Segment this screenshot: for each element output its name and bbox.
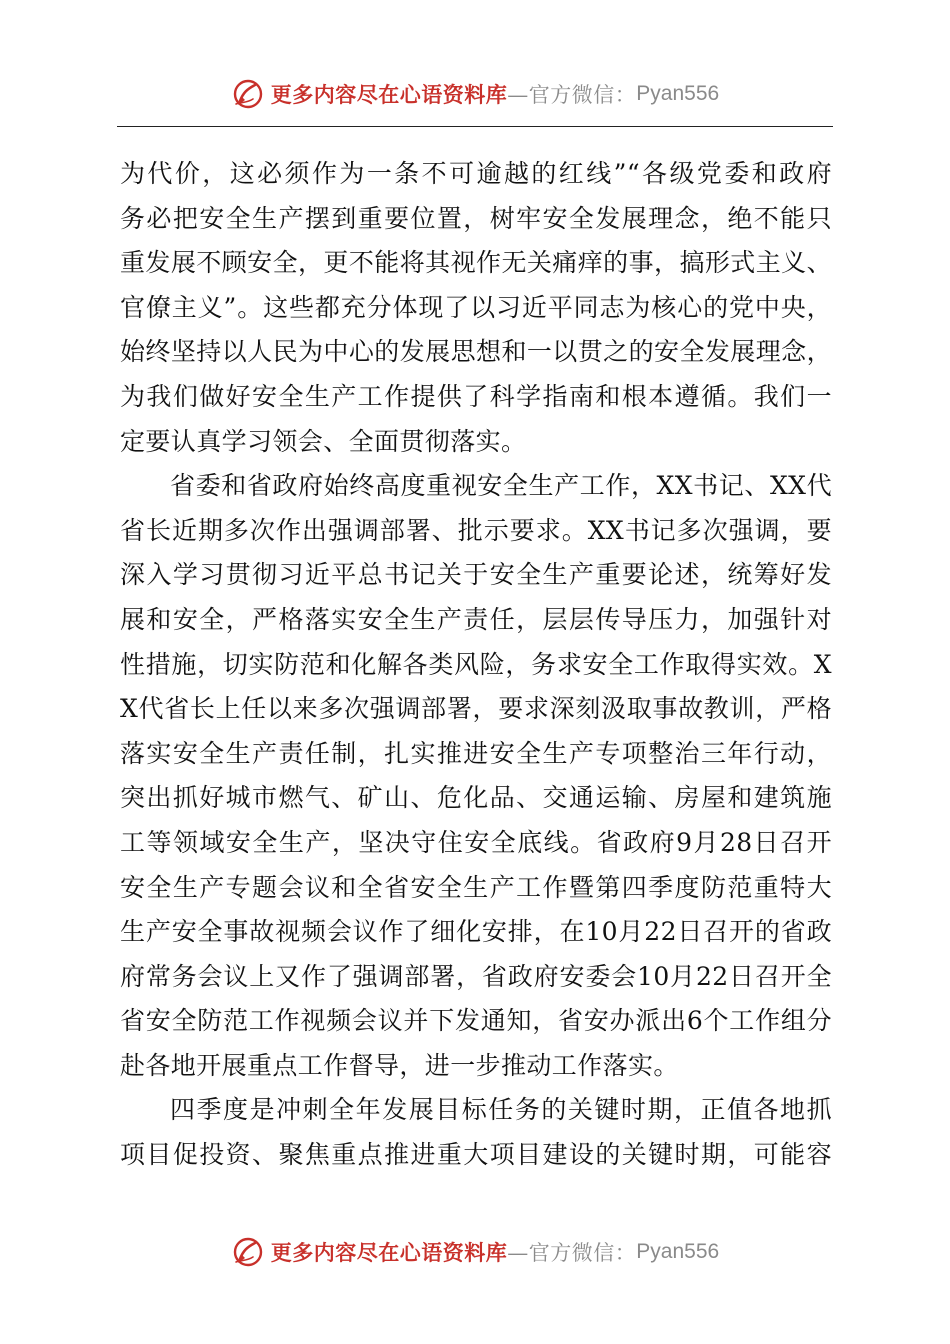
text-line: 始终坚持以人民为中心的发展思想和一以贯之的安全发展理念，	[120, 337, 832, 367]
text-line: 为我们做好安全生产工作提供了科学指南和根本遵循。我们一	[120, 381, 832, 411]
text-line: 定要认真学习领会、全面贯彻落实。	[120, 426, 527, 456]
pen-signature-logo-icon	[231, 77, 265, 111]
text-line: 重发展不顾安全，更不能将其视作无关痛痒的事，搞形式主义、	[120, 248, 832, 278]
text-line: 生产安全事故视频会议作了细化安排，在10月22日召开的省政	[120, 917, 832, 947]
text-line: 赴各地开展重点工作督导，进一步推动工作落实。	[120, 1050, 679, 1080]
text-line: X代省长上任以来多次强调部署，要求深刻汲取事故教训，严格	[120, 694, 832, 724]
header-divider	[117, 126, 833, 127]
text-line: 官僚主义”。这些都充分体现了以习近平同志为核心的党中央，	[120, 292, 832, 322]
page-header-banner	[0, 74, 950, 114]
banner-title: 更多内容尽在心语资料库	[270, 1240, 508, 1265]
text-line: 项目促投资、聚焦重点推进重大项目建设的关键时期，可能容	[120, 1140, 832, 1170]
pen-signature-logo-icon	[231, 1235, 265, 1269]
banner-wechat-id: Pyan556	[636, 82, 720, 105]
text-line: 性措施，切实防范和化解各类风险，务求安全工作取得实效。X	[120, 649, 832, 679]
page-footer-banner	[0, 1232, 950, 1272]
banner-title: 更多内容尽在心语资料库	[270, 82, 508, 107]
text-line: 为代价，这必须作为一条不可逾越的红线”“各级党委和政府	[120, 159, 832, 188]
text-line: 安全生产专题会议和全省安全生产工作暨第四季度防范重特大	[120, 872, 832, 902]
text-line: 府常务会议上又作了强调部署，省政府安委会10月22日召开全	[120, 961, 832, 991]
text-line: 务必把安全生产摆到重要位置，树牢安全发展理念，绝不能只	[120, 203, 832, 233]
text-line: 省安全防范工作视频会议并下发通知，省安办派出6个工作组分	[120, 1006, 832, 1036]
banner-wechat-label: —官方微信：	[507, 83, 637, 107]
text-line: 展和安全，严格落实安全生产责任，层层传导压力，加强针对	[120, 604, 832, 634]
document-body	[120, 152, 832, 1178]
paragraph-start-line: 省委和省政府始终高度重视安全生产工作，XX书记、XX代	[170, 471, 832, 501]
text-line: 突出抓好城市燃气、矿山、危化品、交通运输、房屋和建筑施	[120, 783, 832, 813]
banner-wechat-label: —官方微信：	[507, 1241, 637, 1265]
paragraph-start-line: 四季度是冲刺全年发展目标任务的关键时期，正值各地抓	[170, 1095, 832, 1125]
text-line: 省长近期多次作出强调部署、批示要求。XX书记多次强调，要	[120, 515, 832, 545]
text-line: 落实安全生产责任制，扎实推进安全生产专项整治三年行动，	[120, 738, 832, 768]
text-line: 工等领域安全生产，坚决守住安全底线。省政府9月28日召开	[120, 827, 832, 857]
banner-wechat-id: Pyan556	[636, 1240, 720, 1263]
text-line: 深入学习贯彻习近平总书记关于安全生产重要论述，统筹好发	[120, 560, 832, 590]
